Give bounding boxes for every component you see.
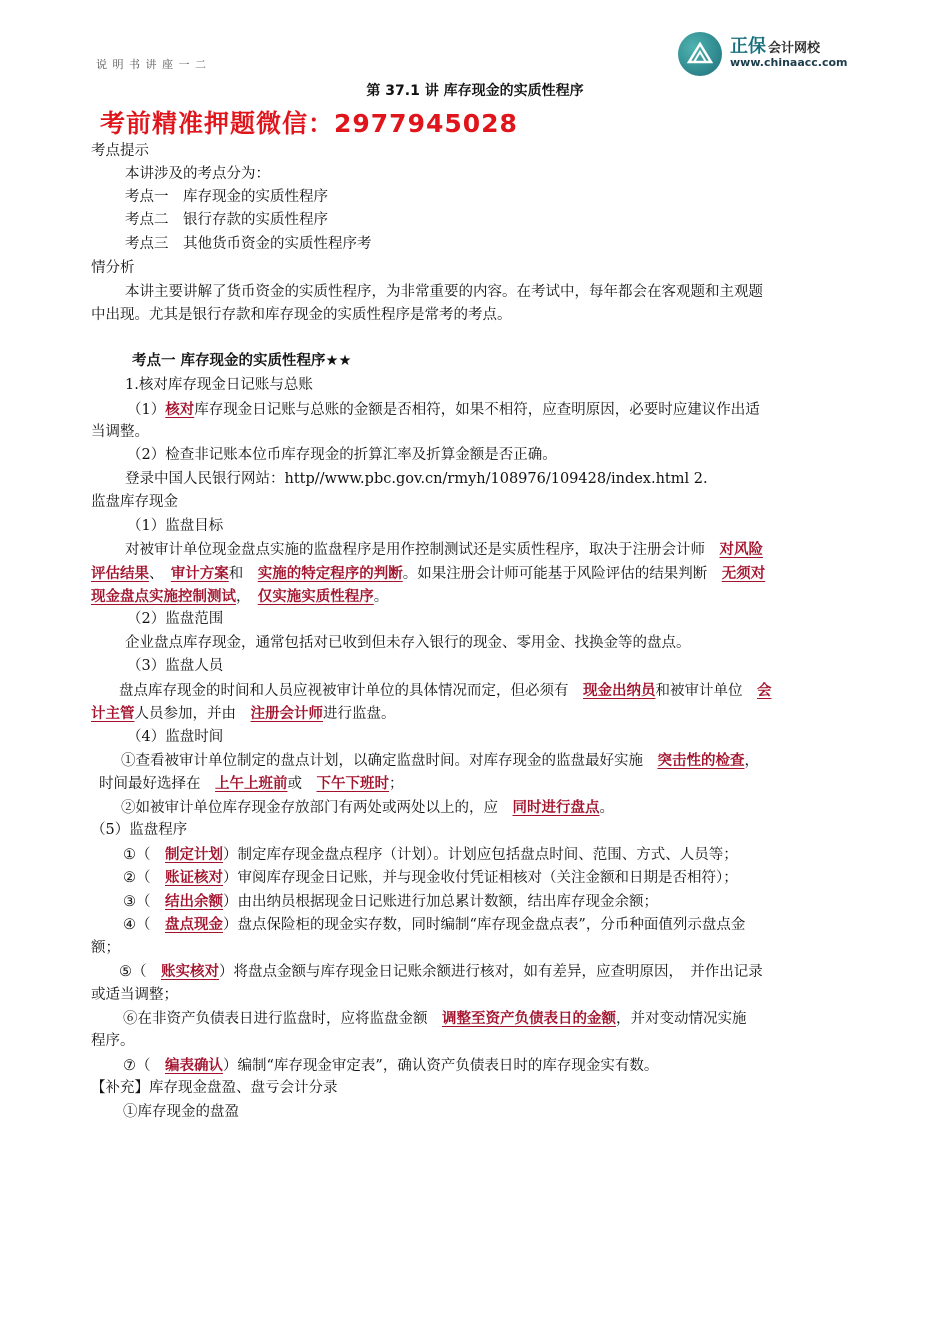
procedure-step [91,913,893,937]
paragraph [91,796,891,820]
keyword: 现金盘点实施控制测试 [91,588,236,605]
paragraph [91,398,897,422]
logo-brand-text: 正保 [730,36,766,57]
paragraph [91,679,889,703]
intro-point-1: 考点一 库存现金的实质性程序 [125,189,328,205]
text: ， [236,589,244,605]
paragraph: 当调整。 [91,424,149,440]
text: ）制定库存现金盘点程序（计划）。计划应包括盘点时间、范围、方式、人员等； [223,847,738,863]
header-mark: 说 明 书 讲 座 一 二 [96,58,207,71]
supplement-heading: 【补充】库存现金盘盈、盘亏会计分录 [91,1080,338,1096]
text: ； [389,776,404,792]
intro-paragraph: 中出现。尤其是银行存款和库存现金的实质性程序是常考的考点。 [91,307,512,323]
intro-heading: 考点提示 [91,143,149,159]
text: ）审阅库存现金日记账，并与现金收付凭证相核对（关注金额和日期是否相符）； [223,870,738,886]
keyword: 下午下班时 [316,775,389,792]
promo-banner: 考前精准押题微信：2977945028 [100,109,518,138]
text: ⑥在非资产负债表日进行监盘时，应将监盘金额 [123,1011,428,1027]
keyword: 审计方案 [170,565,229,582]
procedure-step [91,866,893,890]
text: ④（ [123,917,151,933]
text: 、 [149,566,157,582]
keyword: 现金出纳员 [583,682,656,699]
text: ， [744,753,759,769]
intro-line: 本讲涉及的考点分为： [125,166,270,182]
keyword: 编表确认 [165,1057,223,1074]
text: 。 [599,800,614,816]
procedure-step-tail: 或适当调整； [91,987,178,1003]
paragraph [91,562,861,586]
supplement-item: ①库存现金的盘盈 [123,1104,239,1120]
text: 时间最好选择在 [99,776,201,792]
text: 盘点库存现金的时间和人员应视被审计单位的具体情况而定，但必须有 [119,683,569,699]
keyword: 结出余额 [165,893,223,910]
keyword: 盘点现金 [165,916,223,933]
text: 或 [287,776,302,792]
text: ⑤（ [119,964,147,980]
keyword: 账证核对 [165,869,223,886]
intro-paragraph: 本讲主要讲解了货币资金的实质性程序，为非常重要的内容。在考试中，每年都会在客观题和主观题 [125,284,763,300]
text: ）盘点保险柜的现金实存数，同时编制“库存现金盘点表”，分币种面值列示盘点金 [223,917,746,933]
item-title: （4）监盘时间 [127,729,224,745]
paragraph: 登录中国人民银行网站：http//www.pbc.gov.cn/rmyh/108976/109428/index.html 2. [125,471,708,487]
keyword: 上午上班前 [215,775,288,792]
page-title: 第 37.1 讲 库存现金的实质性程序 [366,83,584,99]
subsection-title: 监盘库存现金 [91,494,178,510]
text: ，并对变动情况实施 [616,1011,747,1027]
text: 进行监盘。 [323,706,396,722]
text: 人员参加，并由 [134,706,236,722]
procedure-step-tail: 额； [91,940,120,956]
keyword: 突击性的检查 [657,752,745,769]
keyword: 注册会计师 [250,705,323,722]
logo-emblem-icon [678,32,722,76]
text: ）将盘点金额与库存现金日记账余额进行核对，如有差异，应查明原因， 并作出记录 [219,964,763,980]
item-title: （1）监盘目标 [127,518,224,534]
text: 。 [373,589,389,605]
text: 和被审计单位 [655,683,743,699]
keyword: 制定计划 [165,846,223,863]
procedure-step [91,1054,893,1078]
keyword: 无须对 [721,565,766,582]
procedure-step-tail: 程序。 [91,1033,135,1049]
text: ②如被审计单位库存现金存放部门有两处或两处以上的，应 [121,800,498,816]
intro-line: 情分析 [91,260,135,276]
paragraph [91,772,869,796]
text: 库存现金日记账与总账的金额是否相符，如果不相符，应查明原因，必要时应建议作出适 [194,402,760,418]
keyword: 会 [757,682,772,699]
item-title: （2）监盘范围 [127,611,224,627]
keyword: 评估结果 [91,565,149,582]
text: ①查看被审计单位制定的盘点计划，以确定监盘时间。对库存现金的监盘最好实施 [121,753,643,769]
keyword: 调整至资产负债表日的金额 [442,1010,616,1027]
text: （1） [127,402,166,418]
text: ②（ [123,870,151,886]
section-heading: 考点一 库存现金的实质性程序★★ [132,353,352,369]
text: ）由出纳员根据现金日记账进行加总累计数额，结出库存现金余额； [223,894,658,910]
text: 。如果注册会计师可能基于风险评估的结果判断 [402,566,708,582]
item-title: （5）监盘程序 [91,822,188,838]
chinaacc-logo [678,28,868,76]
text: ）编制“库存现金审定表”，确认资产负债表日时的库存现金实有数。 [223,1058,659,1074]
subsection-title: 1.核对库存现金日记账与总账 [125,377,313,393]
keyword: 账实核对 [161,963,219,980]
procedure-step [91,1007,893,1031]
text: ③（ [123,894,151,910]
text: 和 [228,566,244,582]
item-title: （3）监盘人员 [127,658,224,674]
procedure-step [91,843,893,867]
text: ①（ [123,847,151,863]
text: 对被审计单位现金盘点实施的监盘程序是用作控制测试还是实质性程序，取决于注册会计师 [125,542,705,558]
paragraph: （2）检查非记账本位币库存现金的折算汇率及折算金额是否正确。 [127,447,557,463]
intro-point-3: 考点三 其他货币资金的实质性程序考 [125,236,372,252]
logo-sub-text: 会计网校 [768,41,821,56]
procedure-step [91,960,889,984]
paragraph [91,749,891,773]
logo-url: www.chinaacc.com [730,56,848,69]
paragraph [91,585,861,609]
keyword: 核对 [165,401,195,418]
paragraph [91,538,895,562]
intro-point-2: 考点二 银行存款的实质性程序 [125,212,328,228]
paragraph [91,702,861,726]
procedure-step [91,890,893,914]
keyword: 仅实施实质性程序 [257,588,374,605]
keyword: 对风险 [719,541,763,558]
logo-brand [730,32,820,58]
keyword: 同时进行盘点 [512,799,600,816]
paragraph: 企业盘点库存现金，通常包括对已收到但未存入银行的现金、零用金、找换金等的盘点。 [125,635,691,651]
keyword: 实施的特定程序的判断 [257,565,403,582]
text: ⑦（ [123,1058,151,1074]
keyword: 计主管 [91,705,135,722]
